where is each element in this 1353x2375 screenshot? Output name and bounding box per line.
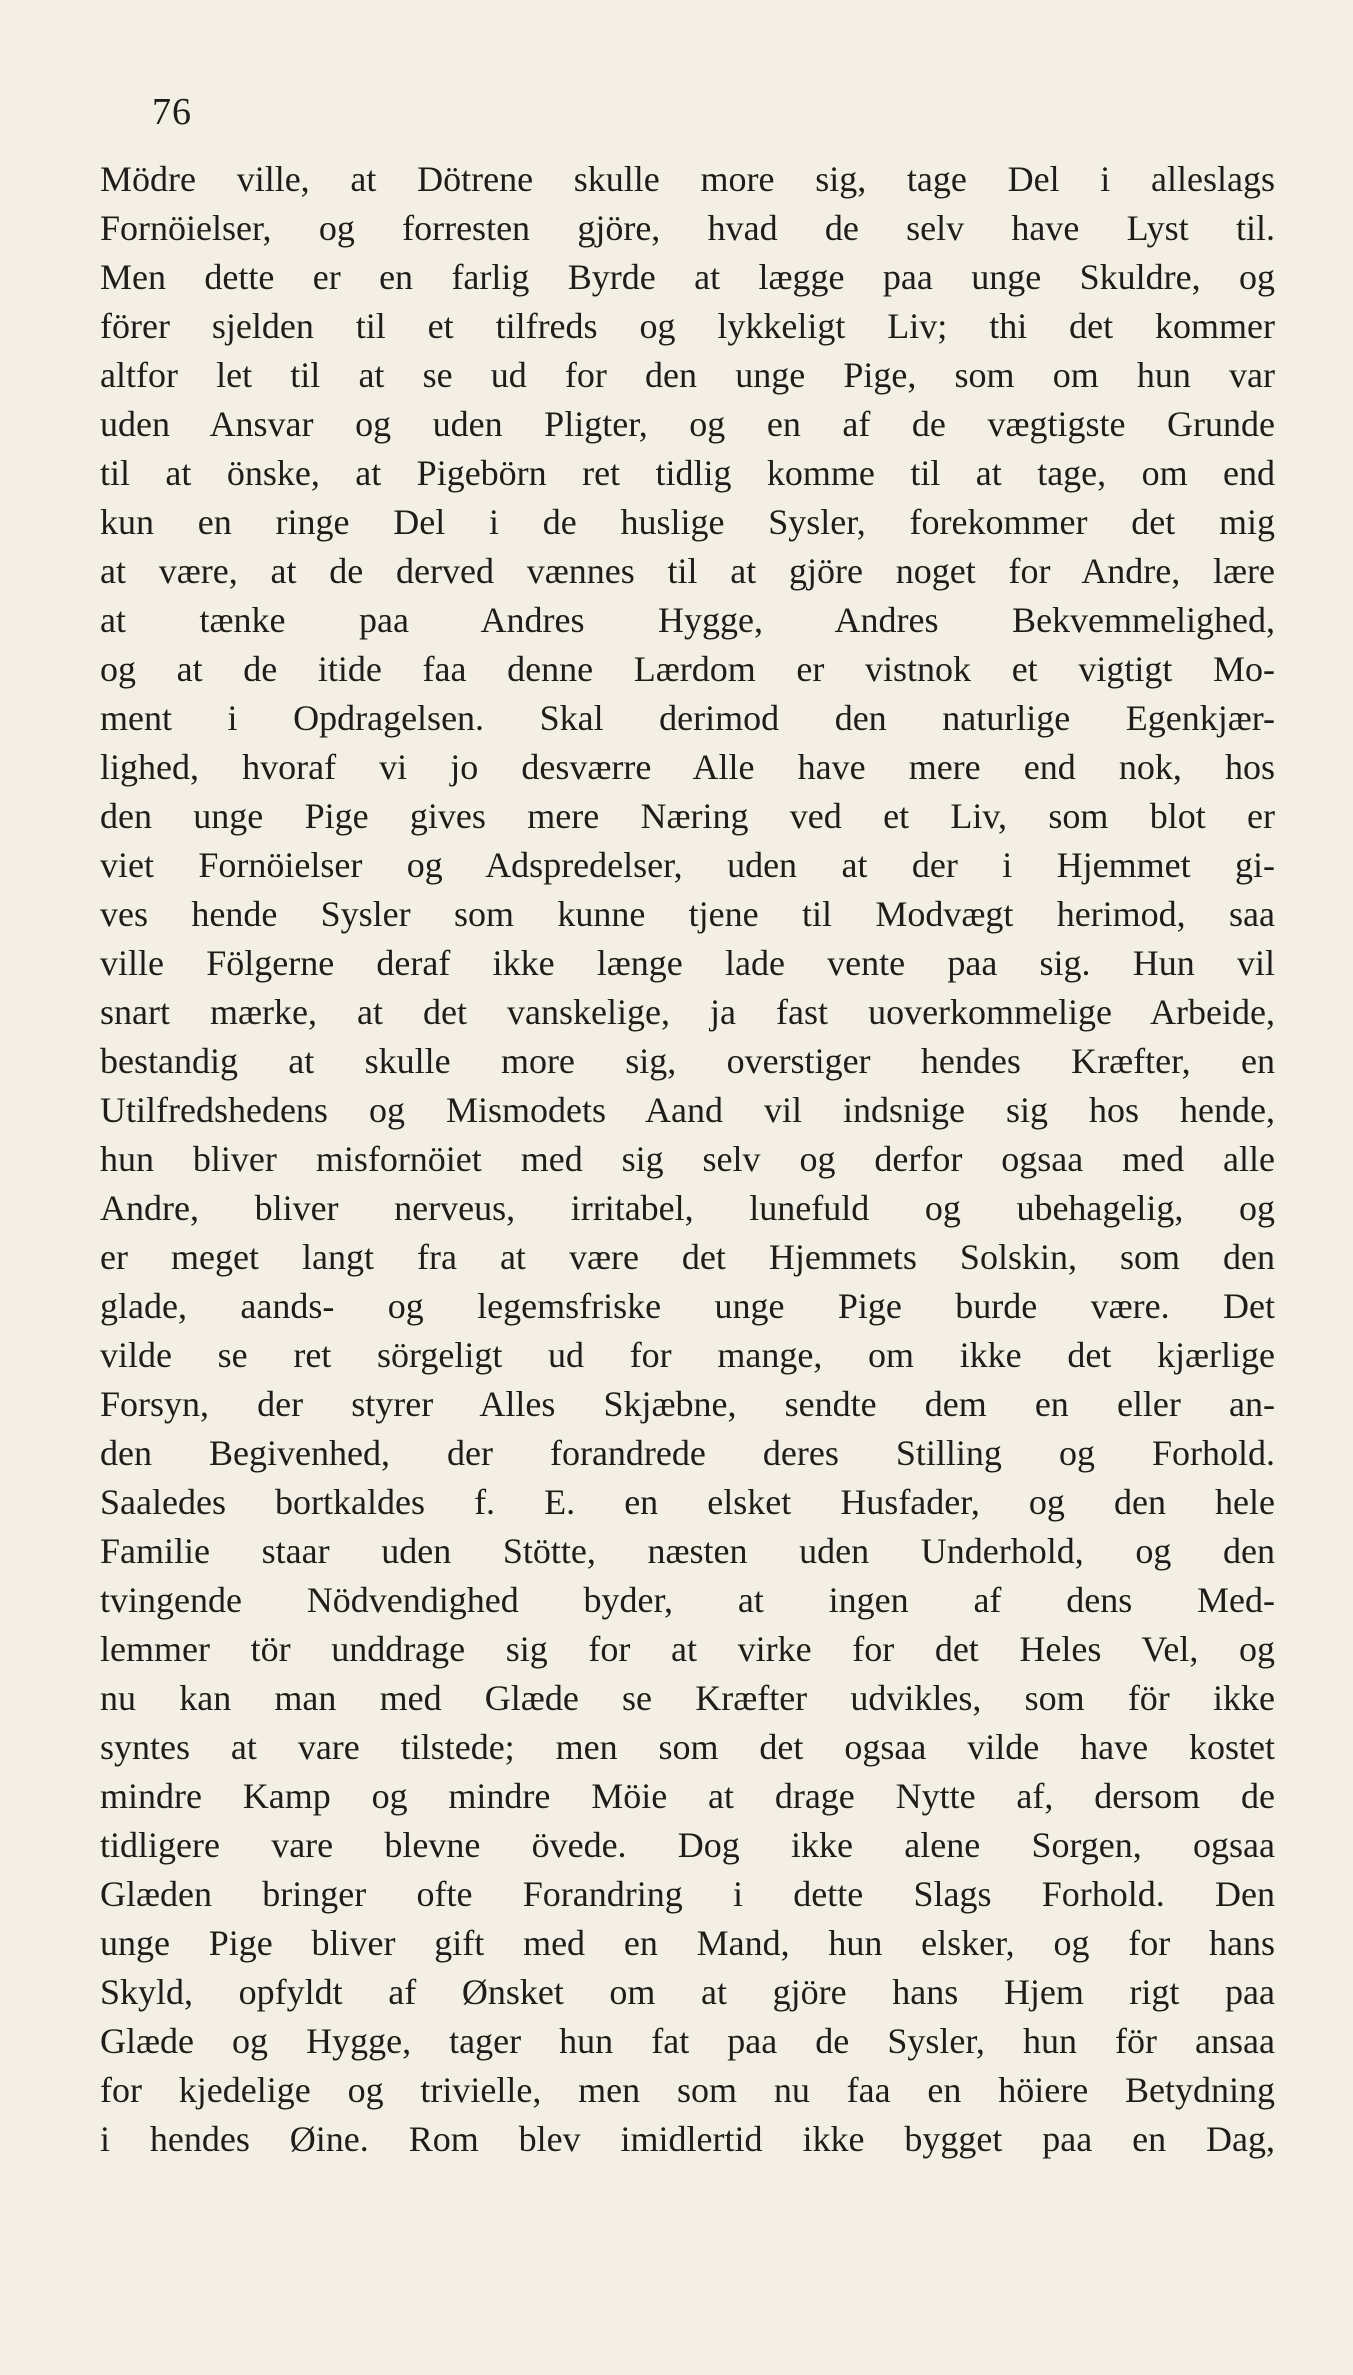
text-line: tvingende Nödvendighed byder, at ingen af dens Med- <box>100 1580 1275 1620</box>
text-line: ment i Opdragelsen. Skal derimod den naturlige Egenkjær- <box>100 698 1275 738</box>
text-line: förer sjelden til et tilfreds og lykkeligt Liv; thi det kommer <box>100 306 1275 346</box>
text-line: Fornöielser, og forresten gjöre, hvad de selv have Lyst til. <box>100 208 1275 248</box>
text-line: Utilfredshedens og Mismodets Aand vil indsnige sig hos hende, <box>100 1090 1275 1130</box>
text-line: altfor let til at se ud for den unge Pige, som om hun var <box>100 355 1275 395</box>
text-line: og at de itide faa denne Lærdom er vistnok et vigtigt Mo- <box>100 649 1275 689</box>
text-line: Andre, bliver nerveus, irritabel, lunefuld og ubehagelig, og <box>100 1188 1275 1228</box>
body-text <box>100 155 1275 2164</box>
text-line: tidligere vare blevne övede. Dog ikke alene Sorgen, ogsaa <box>100 1825 1275 1865</box>
text-line: unge Pige bliver gift med en Mand, hun elsker, og for hans <box>100 1923 1275 1963</box>
text-line: nu kan man med Glæde se Kræfter udvikles, som för ikke <box>100 1678 1275 1718</box>
text-line: Skyld, opfyldt af Ønsket om at gjöre hans Hjem rigt paa <box>100 1972 1275 2012</box>
text-line: den Begivenhed, der forandrede deres Stilling og Forhold. <box>100 1433 1275 1473</box>
text-line: til at önske, at Pigebörn ret tidlig komme til at tage, om end <box>100 453 1275 493</box>
text-line: i hendes Øine. Rom blev imidlertid ikke bygget paa en Dag, <box>100 2119 1275 2159</box>
text-line: vilde se ret sörgeligt ud for mange, om ikke det kjærlige <box>100 1335 1275 1375</box>
text-line: lemmer tör unddrage sig for at virke for det Heles Vel, og <box>100 1629 1275 1669</box>
text-line: Glæde og Hygge, tager hun fat paa de Sysler, hun för ansaa <box>100 2021 1275 2061</box>
text-line: glade, aands- og legemsfriske unge Pige burde være. Det <box>100 1286 1275 1326</box>
text-line: den unge Pige gives mere Næring ved et Liv, som blot er <box>100 796 1275 836</box>
text-line: uden Ansvar og uden Pligter, og en af de vægtigste Grunde <box>100 404 1275 444</box>
text-line: ville Fölgerne deraf ikke længe lade vente paa sig. Hun vil <box>100 943 1275 983</box>
text-line: Glæden bringer ofte Forandring i dette Slags Forhold. Den <box>100 1874 1275 1914</box>
text-line: lighed, hvoraf vi jo desværre Alle have mere end nok, hos <box>100 747 1275 787</box>
text-line: Men dette er en farlig Byrde at lægge paa unge Skuldre, og <box>100 257 1275 297</box>
text-line: bestandig at skulle more sig, overstiger hendes Kræfter, en <box>100 1041 1275 1081</box>
text-line: hun bliver misfornöiet med sig selv og derfor ogsaa med alle <box>100 1139 1275 1179</box>
text-line: Saaledes bortkaldes f. E. en elsket Husfader, og den hele <box>100 1482 1275 1522</box>
text-line: viet Fornöielser og Adspredelser, uden at der i Hjemmet gi- <box>100 845 1275 885</box>
text-line: Mödre ville, at Dötrene skulle more sig, tage Del i alleslags <box>100 159 1275 199</box>
text-line: kun en ringe Del i de huslige Sysler, forekommer det mig <box>100 502 1275 542</box>
text-line: at være, at de derved vænnes til at gjöre noget for Andre, lære <box>100 551 1275 591</box>
text-line: Familie staar uden Stötte, næsten uden Underhold, og den <box>100 1531 1275 1571</box>
text-line: mindre Kamp og mindre Möie at drage Nytte af, dersom de <box>100 1776 1275 1816</box>
text-line: syntes at vare tilstede; men som det ogsaa vilde have kostet <box>100 1727 1275 1767</box>
text-line: at tænke paa Andres Hygge, Andres Bekvemmelighed, <box>100 600 1275 640</box>
page-number: 76 <box>152 91 192 133</box>
text-line: ves hende Sysler som kunne tjene til Modvægt herimod, saa <box>100 894 1275 934</box>
text-line: Forsyn, der styrer Alles Skjæbne, sendte dem en eller an- <box>100 1384 1275 1424</box>
text-line: for kjedelige og trivielle, men som nu faa en höiere Betydning <box>100 2070 1275 2110</box>
text-line: snart mærke, at det vanskelige, ja fast uoverkommelige Arbeide, <box>100 992 1275 1032</box>
text-line: er meget langt fra at være det Hjemmets Solskin, som den <box>100 1237 1275 1277</box>
